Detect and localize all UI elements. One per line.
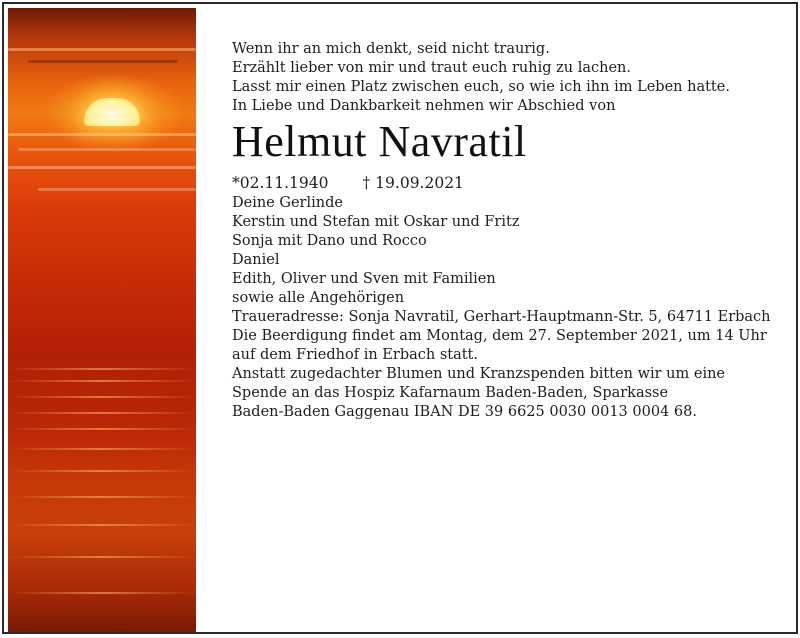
water-reflection bbox=[8, 428, 196, 430]
water-reflection bbox=[8, 470, 196, 472]
deceased-name: Helmut Navratil bbox=[232, 117, 527, 166]
mourner-entry: Kerstin und Stefan mit Oskar und Fritz bbox=[232, 214, 520, 230]
donation-line: Baden-Baden Gaggenau IBAN DE 39 6625 0030 0013 0004 68. bbox=[232, 404, 697, 420]
cloud-streak bbox=[8, 133, 196, 136]
mourner-entry: sowie alle Angehörigen bbox=[232, 290, 405, 306]
donation-line: Anstatt zugedachter Blumen und Kranzspenden bitten wir um eine bbox=[232, 366, 726, 382]
water-reflection bbox=[8, 556, 196, 558]
notice-text bbox=[232, 40, 787, 422]
memorial-verse bbox=[232, 40, 787, 97]
funeral-info bbox=[232, 327, 787, 365]
verse-line: Lasst mir einen Platz zwischen euch, so wie ich ihn im Leben hatte. bbox=[232, 79, 730, 95]
mourners-list bbox=[232, 194, 787, 308]
water-reflection bbox=[8, 412, 196, 414]
obituary-notice bbox=[2, 2, 798, 634]
sun-shape bbox=[84, 98, 140, 126]
birth-date: *02.11.1940 bbox=[232, 174, 329, 192]
cloud-streak bbox=[18, 148, 196, 151]
mourner-entry: Daniel bbox=[232, 252, 280, 268]
sunset-photo bbox=[8, 8, 196, 632]
water-reflection bbox=[8, 368, 196, 370]
mourner-entry: Sonja mit Dano und Rocco bbox=[232, 233, 427, 249]
life-dates bbox=[232, 172, 787, 194]
verse-line: Erzählt lieber von mir und traut euch ruhig zu lachen. bbox=[232, 60, 631, 76]
water-reflection bbox=[8, 448, 196, 450]
water-reflection bbox=[8, 592, 196, 594]
cloud-streak bbox=[38, 188, 196, 191]
donation-info bbox=[232, 365, 787, 422]
water-reflection bbox=[8, 524, 196, 526]
verse-line: Wenn ihr an mich denkt, seid nicht traurig. bbox=[232, 41, 550, 57]
donation-line: Spende an das Hospiz Kafarnaum Baden-Baden, Sparkasse bbox=[232, 385, 669, 401]
funeral-line: Die Beerdigung findet am Montag, dem 27. September 2021, um 14 Uhr bbox=[232, 328, 767, 344]
death-date: † 19.09.2021 bbox=[362, 174, 464, 192]
mourning-address: Traueradresse: Sonja Navratil, Gerhart-Hauptmann-Str. 5, 64711 Erbach bbox=[232, 309, 771, 325]
funeral-line: auf dem Friedhof in Erbach statt. bbox=[232, 347, 478, 363]
cloud-streak bbox=[8, 48, 196, 51]
farewell-intro: In Liebe und Dankbarkeit nehmen wir Abschied von bbox=[232, 98, 616, 114]
water-reflection bbox=[8, 380, 196, 382]
mourner-entry: Edith, Oliver und Sven mit Familien bbox=[232, 271, 496, 287]
mourner-entry: Deine Gerlinde bbox=[232, 195, 343, 211]
water-reflection bbox=[8, 396, 196, 398]
cloud-streak bbox=[8, 166, 196, 169]
cloud-streak bbox=[28, 60, 178, 63]
water-reflection bbox=[8, 496, 196, 498]
